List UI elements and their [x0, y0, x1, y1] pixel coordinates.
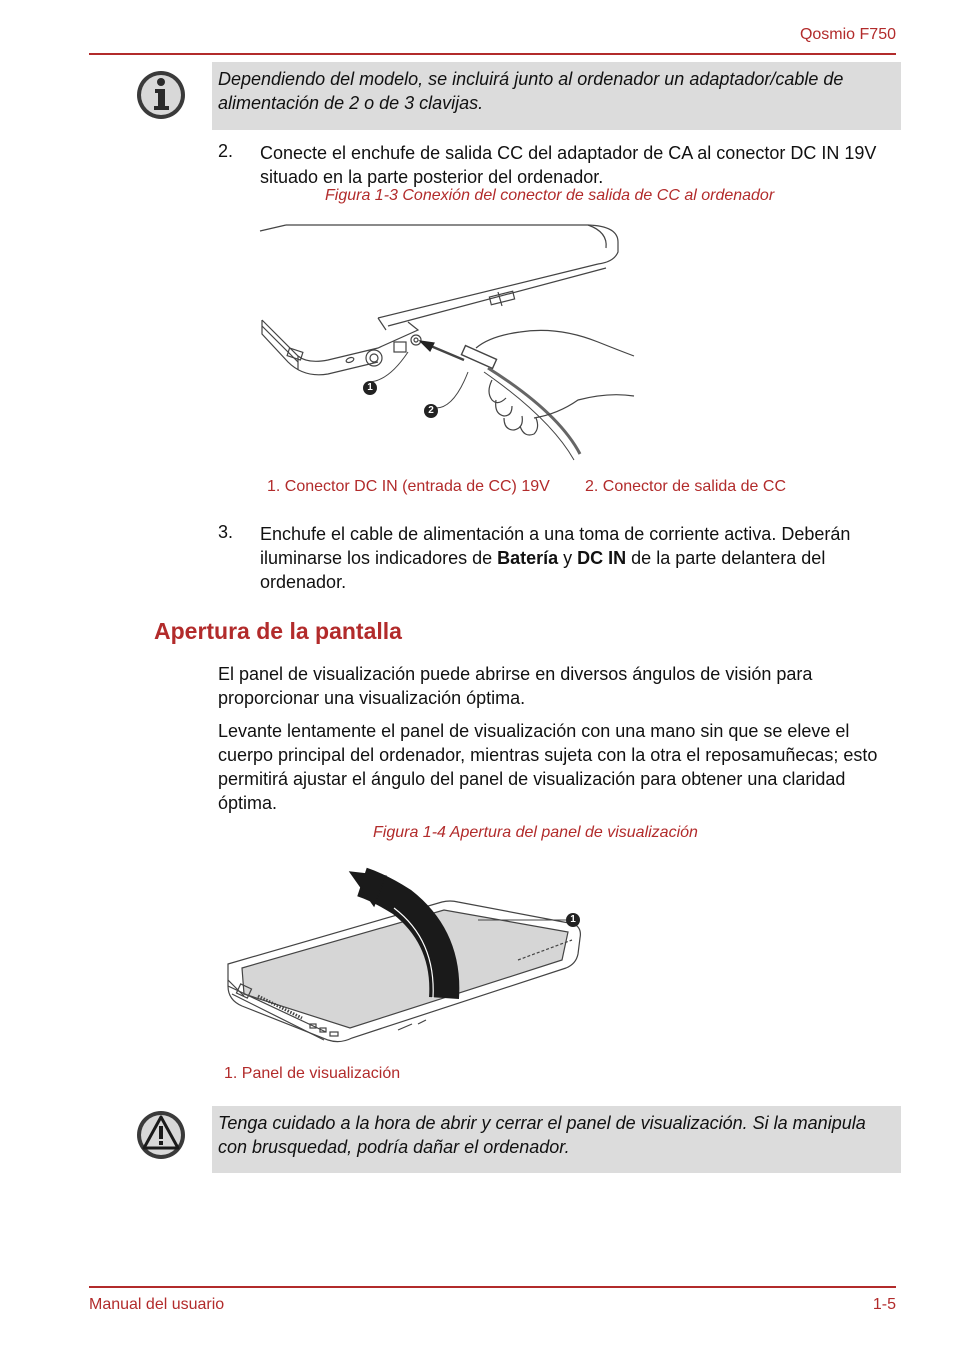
- figure-4-callout-1: 1: [566, 913, 580, 927]
- figure-3-legend-2: 2. Conector de salida de CC: [585, 478, 786, 495]
- step-3-number: 3.: [218, 522, 234, 542]
- step-3-text-c: de la parte delantera del ordenador.: [260, 548, 826, 592]
- step-3-text-b: y: [558, 548, 578, 568]
- section-paragraph-2: Levante lentamente el panel de visualización con una mano sin que se eleve el cuerpo principal del ordenador, mientras sujeta con la otra el reposamuñecas; esto permitirá ajustar el ángulo del panel de visualización para obtener una claridad óptima.: [218, 721, 878, 813]
- figure-3-legend-1: 1. Conector DC IN (entrada de CC) 19V: [267, 478, 550, 495]
- header-rule: [89, 53, 896, 55]
- warning-note-text: Tenga cuidado a la hora de abrir y cerrar el panel de visualización. Si la manipula con brusquedad, podría dañar el ordenador.: [218, 1113, 866, 1157]
- section-paragraph-1: El panel de visualización puede abrirse en diversos ángulos de visión para proporcionar una visualización óptima.: [218, 664, 813, 708]
- figure-3-callout-1: 1: [363, 381, 377, 395]
- figure-4-legend-1: 1. Panel de visualización: [224, 1065, 401, 1082]
- step-3-bold-bateria: Batería: [497, 548, 559, 568]
- step-3-bold-dcin: DC IN: [577, 548, 627, 568]
- footer-manual-title: Manual del usuario: [89, 1296, 225, 1313]
- warning-icon: [134, 1108, 188, 1162]
- figure-3-callout-2: 2: [424, 404, 438, 418]
- info-note: [212, 62, 901, 130]
- figure-3-illustration: [258, 222, 638, 462]
- figure-4-illustration: [222, 868, 592, 1053]
- footer-page-number: 1-5: [872, 1296, 896, 1313]
- section-title: Apertura de la pantalla: [154, 618, 402, 644]
- step-2-number: 2.: [218, 141, 234, 161]
- info-icon: [134, 68, 188, 122]
- header-product: Qosmio F750: [799, 26, 896, 43]
- step-2-text: Conecte el enchufe de salida CC del adaptador de CA al conector DC IN 19V situado en la parte posterior del ordenador.: [260, 143, 877, 187]
- step-3-text: [260, 522, 900, 594]
- footer-rule: [89, 1286, 896, 1288]
- figure-4-caption: Figura 1-4 Apertura del panel de visualización: [373, 824, 698, 841]
- figure-3-caption: Figura 1-3 Conexión del conector de salida de CC al ordenador: [325, 187, 775, 204]
- info-note-text: Dependiendo del modelo, se incluirá junto al ordenador un adaptador/cable de alimentación de 2 o de 3 clavijas.: [218, 69, 844, 113]
- warning-note: [212, 1106, 901, 1173]
- step-3-text-a: Enchufe el cable de alimentación a una toma de corriente activa. Deberán iluminarse los indicadores de: [260, 524, 851, 568]
